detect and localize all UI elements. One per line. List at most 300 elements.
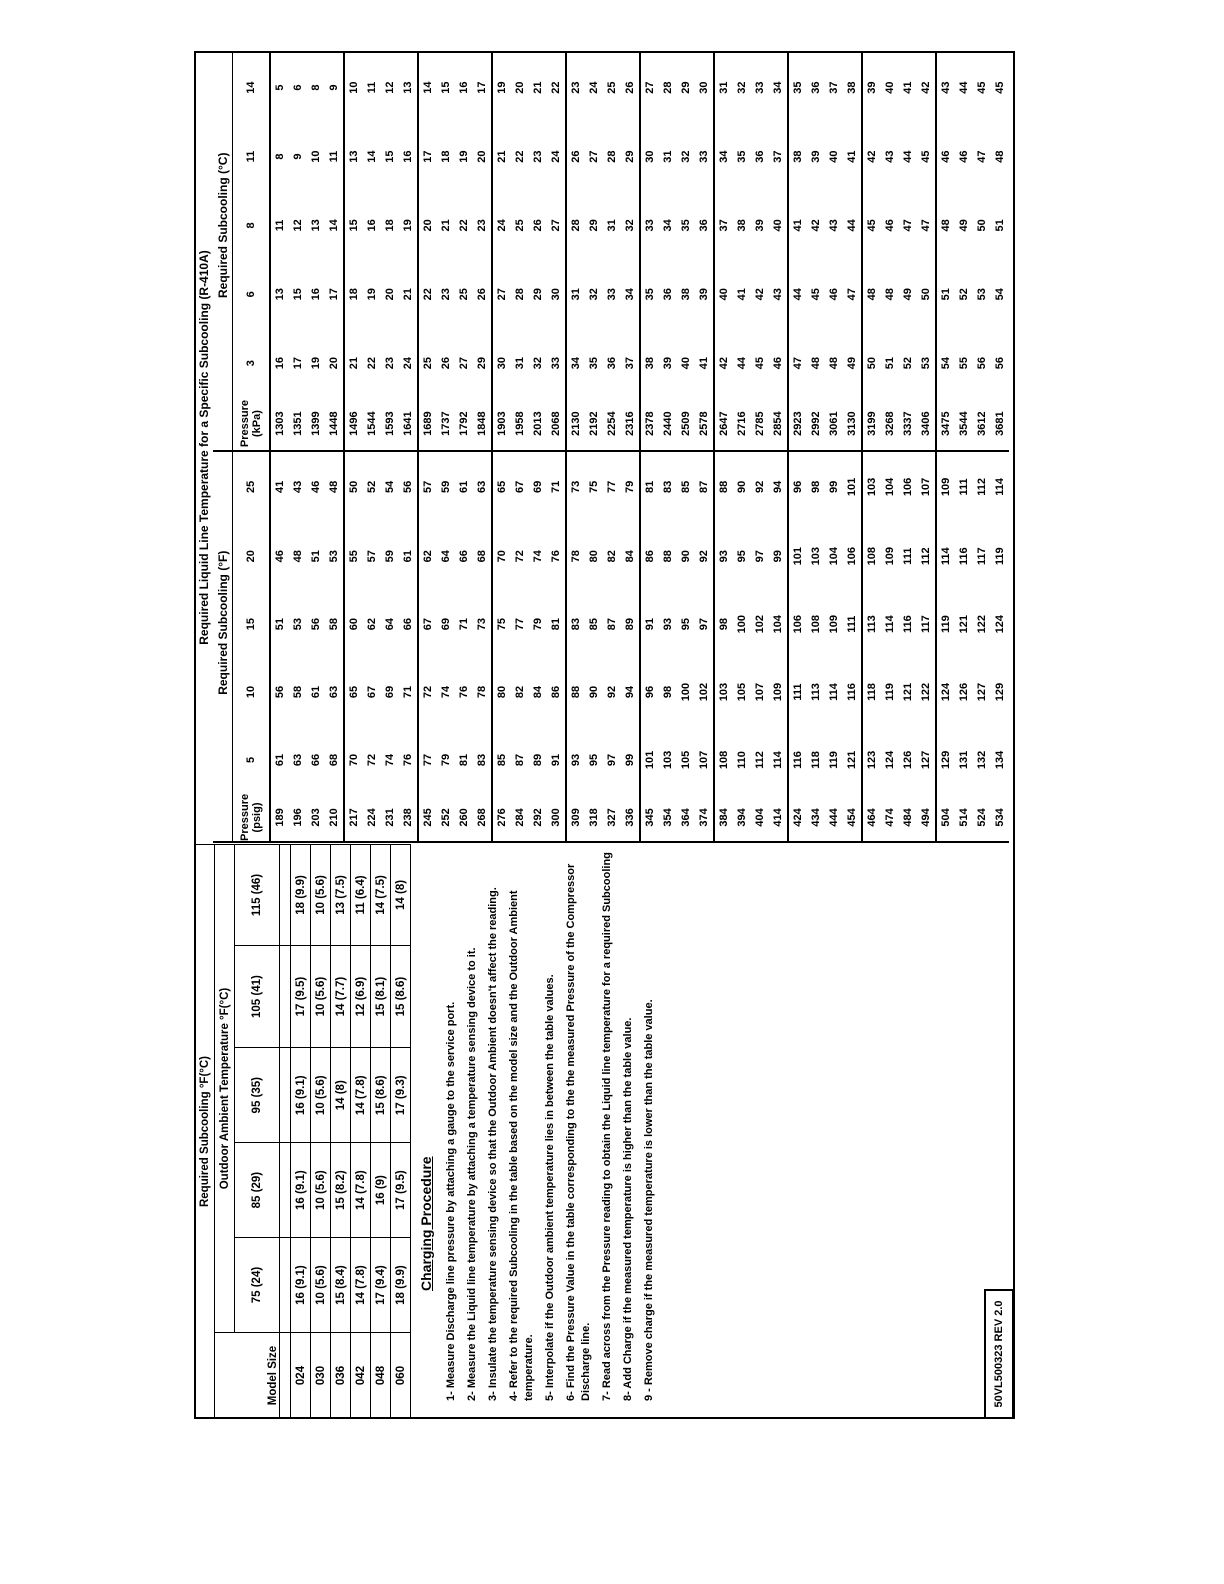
temperature-cell: 53 — [976, 288, 988, 301]
pressure-kpa-cell: 2440 — [662, 411, 674, 436]
temperature-cell: 45 — [976, 81, 988, 94]
subcooling-c-column: 14 — [233, 53, 271, 122]
pressure-kpa-cell: 2785 — [754, 411, 766, 436]
subcooling-cell: 16 (9.1) — [291, 1238, 311, 1333]
temperature-cell: 28 — [514, 288, 526, 301]
pressure-row — [881, 53, 899, 842]
pressure-row — [603, 53, 621, 842]
temperature-cell: 48 — [810, 357, 822, 370]
spacer-cell — [280, 1143, 291, 1238]
temperature-cell: 35 — [680, 219, 692, 232]
temperature-cell: 59 — [437, 451, 455, 523]
temperature-cell: 103 — [862, 451, 881, 523]
temperature-cell: 119 — [994, 547, 1006, 566]
temperature-cell: 45 — [810, 288, 822, 301]
temperature-cell: 88 — [566, 658, 585, 726]
temperature-cell: 104 — [881, 451, 899, 523]
rotated-content — [194, 51, 1015, 1419]
temperature-cell: 48 — [828, 357, 840, 370]
pressure-kpa-cell: 1303 — [270, 398, 289, 451]
temperature-cell: 16 — [270, 329, 289, 398]
temperature-cell: 124 — [936, 658, 955, 726]
pressure-psig-cell: 514 — [955, 794, 973, 842]
temperature-cell: 30 — [550, 288, 562, 301]
subcooling-cell: 14 (8) — [331, 1048, 351, 1143]
pressure-kpa-cell: 1593 — [384, 411, 396, 436]
temperature-cell: 98 — [714, 590, 733, 658]
pressure-kpa-cell: 1448 — [328, 411, 340, 436]
temperature-cell: 93 — [714, 522, 733, 590]
pressure-row — [621, 53, 640, 842]
pressure-psig-cell: 394 — [733, 794, 751, 842]
model-row — [351, 845, 371, 1419]
pressure-psig-cell: 327 — [603, 794, 621, 842]
temperature-cell: 38 — [846, 81, 858, 94]
temperature-cell: 8 — [270, 122, 289, 191]
pressure-row — [917, 53, 936, 842]
temperature-cell: 45 — [994, 81, 1006, 94]
temperature-cell: 41 — [270, 451, 289, 523]
pressure-psig-cell: 252 — [437, 794, 455, 842]
temperature-cell: 33 — [640, 191, 659, 260]
temperature-cell: 84 — [532, 685, 544, 699]
subcooling-f-column: 10 — [233, 658, 271, 726]
pressure-kpa-cell: 2923 — [788, 398, 807, 451]
temperature-cell: 82 — [514, 685, 526, 699]
pressure-row — [511, 53, 529, 842]
temperature-cell: 88 — [714, 451, 733, 523]
temperature-cell: 134 — [994, 750, 1006, 770]
temperature-cell: 30 — [698, 81, 710, 94]
procedure-step: 7- Read across from the Pressure reading to obtain the Liquid line temperature for a required Subcooling — [601, 852, 613, 1401]
temperature-cell: 23 — [476, 219, 488, 232]
temperature-cell: 19 — [310, 357, 322, 370]
temperature-cell: 55 — [344, 522, 363, 590]
temperature-cell: 109 — [936, 451, 955, 523]
temperature-cell: 108 — [714, 726, 733, 794]
temperature-cell: 51 — [270, 590, 289, 658]
temperature-cell: 37 — [828, 81, 840, 94]
temperature-cell: 127 — [976, 682, 988, 702]
temperature-cell: 44 — [958, 81, 970, 94]
temperature-cell: 116 — [902, 615, 914, 634]
temperature-cell: 13 — [402, 81, 414, 94]
temperature-cell: 39 — [862, 53, 881, 122]
temperature-cell: 20 — [384, 288, 396, 301]
pressure-row — [640, 53, 659, 842]
temperature-cell: 75 — [492, 590, 511, 658]
temperature-cell: 28 — [606, 150, 618, 163]
pressure-kpa-cell: 3199 — [862, 398, 881, 451]
procedure-step: 8- Add Charge if the measured temperature is higher than the table value. — [622, 1017, 634, 1401]
temperature-cell: 46 — [936, 122, 955, 191]
temperature-cell: 39 — [810, 150, 822, 163]
temperature-cell: 9 — [292, 153, 304, 160]
temperature-cell: 56 — [310, 618, 322, 631]
temperature-cell: 66 — [458, 550, 470, 563]
temperature-cell: 67 — [366, 685, 378, 699]
temperature-cell: 28 — [662, 81, 674, 94]
temperature-cell: 11 — [270, 191, 289, 260]
temperature-cell: 66 — [402, 618, 414, 631]
temperature-cell: 116 — [846, 683, 858, 701]
temperature-cell: 58 — [292, 685, 304, 699]
pressure-row — [473, 53, 492, 842]
temperature-cell: 122 — [976, 614, 988, 634]
subcooling-c-header: Required Subcooling (°C) — [215, 152, 230, 299]
temperature-cell: 43 — [828, 219, 840, 232]
temperature-cell: 69 — [440, 618, 452, 631]
pressure-row — [307, 53, 325, 842]
temperature-cell: 9 — [328, 84, 340, 91]
pressure-psig-cell: 494 — [917, 794, 936, 842]
temperature-cell: 109 — [772, 682, 784, 702]
temperature-cell: 106 — [846, 547, 858, 566]
model-row — [291, 845, 311, 1419]
temperature-cell: 124 — [994, 614, 1006, 634]
procedure-step: 2- Measure the Liquid line temperature by attaching a temperature sensing device to it. — [466, 947, 478, 1401]
temperature-cell: 101 — [843, 451, 862, 523]
temperature-cell: 18 — [344, 260, 363, 329]
pressure-row — [325, 53, 344, 842]
temperature-cell: 40 — [714, 260, 733, 329]
temperature-cell: 23 — [532, 150, 544, 163]
temperature-cell: 25 — [418, 329, 437, 398]
temperature-cell: 31 — [606, 219, 618, 232]
temperature-cell: 48 — [292, 550, 304, 563]
temperature-cell: 91 — [550, 753, 562, 767]
temperature-cell: 101 — [788, 522, 807, 590]
temperature-cell: 74 — [384, 753, 396, 767]
blank-cell — [213, 794, 233, 842]
temperature-cell: 81 — [458, 753, 470, 767]
pressure-row — [695, 53, 714, 842]
temperature-cell: 17 — [418, 122, 437, 191]
pressure-psig-cell: 260 — [455, 794, 473, 842]
subcooling-cell: 14 (8) — [391, 845, 411, 946]
temperature-cell: 69 — [529, 451, 547, 523]
temperature-cell: 56 — [976, 357, 988, 370]
temperature-cell: 45 — [862, 191, 881, 260]
temperature-cell: 19 — [458, 150, 470, 163]
temperature-cell: 70 — [492, 522, 511, 590]
temperature-cell: 42 — [714, 329, 733, 398]
pressure-row — [843, 53, 862, 842]
temperature-cell: 24 — [402, 357, 414, 370]
temperature-cell: 63 — [328, 685, 340, 699]
temperature-cell: 39 — [698, 288, 710, 301]
temperature-cell: 31 — [662, 150, 674, 163]
pressure-kpa-cell: 3061 — [828, 411, 840, 436]
pressure-row — [455, 53, 473, 842]
pressure-row — [733, 53, 751, 842]
subcooling-cell: 10 (5.6) — [311, 1048, 331, 1143]
ambient-column-header: 105 (41) — [235, 945, 280, 1047]
temperature-cell: 109 — [884, 547, 896, 566]
temperature-cell: 92 — [606, 685, 618, 699]
temperature-cell: 25 — [606, 81, 618, 94]
temperature-cell: 63 — [292, 753, 304, 767]
temperature-cell: 31 — [566, 260, 585, 329]
subcooling-by-model-table — [194, 844, 411, 1419]
temperature-cell: 92 — [751, 451, 769, 523]
temperature-cell: 56 — [399, 451, 418, 523]
liquid-table-title-row — [194, 53, 213, 842]
pressure-psig-cell: 454 — [843, 794, 862, 842]
outdoor-ambient-row — [215, 845, 235, 1419]
pressure-row — [788, 53, 807, 842]
pressure-psig-cell: 276 — [492, 794, 511, 842]
pressure-psig-cell: 345 — [640, 794, 659, 842]
temperature-cell: 52 — [363, 451, 381, 523]
temperature-cell: 40 — [772, 219, 784, 232]
temperature-cell: 34 — [566, 329, 585, 398]
pressure-kpa-cell: 1351 — [292, 411, 304, 436]
temperature-cell: 91 — [640, 590, 659, 658]
subcooling-cell: 15 (8.6) — [371, 1048, 391, 1143]
pressure-psig-cell: 292 — [529, 794, 547, 842]
temperature-cell: 69 — [384, 685, 396, 699]
temperature-cell: 38 — [640, 329, 659, 398]
temperature-cell: 111 — [788, 658, 807, 726]
temperature-cell: 105 — [680, 750, 692, 770]
temperature-cell: 108 — [862, 522, 881, 590]
temperature-cell: 43 — [884, 150, 896, 163]
pressure-kpa-cell: 2647 — [714, 398, 733, 451]
procedure-title: Charging Procedure — [418, 1156, 434, 1291]
pressure-row — [714, 53, 733, 842]
temperature-cell: 119 — [936, 590, 955, 658]
temperature-cell: 79 — [532, 618, 544, 631]
temperature-cell: 47 — [920, 219, 932, 232]
temperature-cell: 121 — [902, 682, 914, 702]
pressure-psig-cell: 224 — [363, 794, 381, 842]
temperature-cell: 71 — [402, 685, 414, 699]
model-size-cell: 024 — [291, 1333, 311, 1419]
temperature-cell: 19 — [402, 219, 414, 232]
temperature-cell: 10 — [310, 150, 322, 163]
temperature-cell: 104 — [828, 547, 840, 566]
temperature-cell: 94 — [624, 685, 636, 699]
charging-chart-sheet — [194, 51, 1015, 1419]
temperature-cell: 80 — [588, 550, 600, 563]
temperature-cell: 80 — [492, 658, 511, 726]
temperature-cell: 113 — [810, 683, 822, 701]
temperature-cell: 83 — [476, 753, 488, 767]
temperature-cell: 43 — [936, 53, 955, 122]
temperature-cell: 53 — [328, 550, 340, 563]
temperature-cell: 118 — [810, 751, 822, 769]
temperature-cell: 24 — [492, 191, 511, 260]
subcooling-cell: 17 (9.5) — [291, 945, 311, 1047]
temperature-cell: 92 — [698, 550, 710, 563]
procedure-step: 1- Measure Discharge line pressure by attaching a gauge to the service port. — [445, 1001, 457, 1401]
temperature-cell: 90 — [588, 685, 600, 699]
temperature-cell: 74 — [440, 685, 452, 699]
pressure-kpa-cell: 3475 — [936, 398, 955, 451]
pressure-kpa-cell: 2013 — [532, 411, 544, 436]
temperature-cell: 111 — [902, 547, 914, 565]
temperature-cell: 86 — [640, 522, 659, 590]
pressure-psig-cell: 354 — [659, 794, 677, 842]
temperature-cell: 50 — [862, 329, 881, 398]
pressure-row — [344, 53, 363, 842]
temperature-cell: 61 — [402, 550, 414, 563]
temperature-cell: 126 — [958, 682, 970, 702]
model-size-cell: 048 — [371, 1333, 391, 1419]
temperature-cell: 29 — [532, 288, 544, 301]
pressure-psig-cell: 444 — [825, 794, 843, 842]
temperature-cell: 23 — [566, 53, 585, 122]
charging-procedure — [418, 841, 663, 1401]
subcooling-cell: 14 (7.5) — [371, 845, 391, 946]
temperature-cell: 49 — [846, 357, 858, 370]
procedure-step: 5- Interpolate if the Outdoor ambient temperature lies in between the table values. — [544, 974, 556, 1401]
pressure-psig-cell: 534 — [991, 794, 1009, 842]
temperature-cell: 104 — [772, 614, 784, 634]
temperature-cell: 88 — [662, 550, 674, 563]
temperature-cell: 100 — [736, 614, 748, 634]
spacer-row — [280, 845, 291, 1419]
pressure-psig-cell: 474 — [881, 794, 899, 842]
revision-label: 50VL500323 REV 2.0 — [984, 1289, 1014, 1419]
temperature-cell: 114 — [772, 751, 784, 769]
temperature-cell: 121 — [958, 614, 970, 634]
temperature-cell: 126 — [902, 750, 914, 770]
temperature-cell: 118 — [862, 658, 881, 726]
pressure-psig-cell: 231 — [381, 794, 399, 842]
temperature-cell: 72 — [366, 753, 378, 767]
temperature-cell: 41 — [846, 150, 858, 163]
temperature-cell: 108 — [810, 614, 822, 634]
temperature-cell: 67 — [511, 451, 529, 523]
temperature-cell: 47 — [788, 329, 807, 398]
temperature-cell: 93 — [662, 618, 674, 631]
temperature-cell: 81 — [640, 451, 659, 523]
temperature-cell: 34 — [772, 81, 784, 94]
temperature-cell: 63 — [473, 451, 492, 523]
temperature-cell: 27 — [640, 53, 659, 122]
temperature-cell: 72 — [514, 550, 526, 563]
temperature-cell: 51 — [994, 219, 1006, 232]
temperature-cell: 127 — [920, 750, 932, 770]
outdoor-ambient-header: Outdoor Ambient Temperature °F(°C) — [215, 845, 235, 1333]
temperature-cell: 51 — [936, 260, 955, 329]
procedure-step: 9 - Remove charge if the measured temperature is lower than the table value. — [643, 999, 655, 1401]
temperature-cell: 17 — [292, 357, 304, 370]
pressure-kpa-cell: 2068 — [550, 411, 562, 436]
spacer-cell — [280, 945, 291, 1047]
procedure-step: 3- Insulate the temperature sensing device so that the Outdoor Ambient doesn't affect the reading. — [487, 887, 499, 1401]
temperature-cell: 15 — [292, 288, 304, 301]
temperature-cell: 40 — [884, 81, 896, 94]
temperature-cell: 36 — [606, 357, 618, 370]
temperature-cell: 12 — [384, 81, 396, 94]
temperature-cell: 26 — [440, 357, 452, 370]
model-size-cell: 042 — [351, 1333, 371, 1419]
temperature-cell: 124 — [884, 750, 896, 770]
temperature-cell: 25 — [458, 288, 470, 301]
ambient-column-header: 115 (46) — [235, 845, 280, 946]
temperature-cell: 24 — [588, 81, 600, 94]
temperature-cell: 65 — [344, 658, 363, 726]
temperature-cell: 16 — [402, 150, 414, 163]
temperature-cell: 116 — [788, 726, 807, 794]
temperature-cell: 12 — [292, 219, 304, 232]
temperature-cell: 31 — [514, 357, 526, 370]
pressure-kpa-cell: 2854 — [772, 411, 784, 436]
pressure-row — [862, 53, 881, 842]
subcooling-cell: 16 (9.1) — [291, 1143, 311, 1238]
temperature-cell: 119 — [884, 683, 896, 701]
procedure-step: 6- Find the Pressure Value in the table corresponding to the the measured Pressure of the Compressor Discharge line. — [565, 863, 592, 1401]
temperature-cell: 36 — [754, 150, 766, 163]
pressure-kpa-cell: 3612 — [976, 411, 988, 436]
temperature-cell: 35 — [736, 150, 748, 163]
temperature-cell: 43 — [289, 451, 307, 523]
temperature-cell: 27 — [550, 219, 562, 232]
temperature-cell: 46 — [772, 357, 784, 370]
temperature-cell: 114 — [936, 522, 955, 590]
temperature-cell: 98 — [807, 451, 825, 523]
temperature-cell: 21 — [532, 81, 544, 94]
temperature-cell: 20 — [418, 191, 437, 260]
temperature-cell: 77 — [603, 451, 621, 523]
temperature-cell: 99 — [772, 550, 784, 563]
pressure-kpa-cell: 2716 — [736, 411, 748, 436]
pressure-psig-cell: 524 — [973, 794, 991, 842]
temperature-cell: 61 — [270, 726, 289, 794]
pressure-psig-cell: 300 — [547, 794, 566, 842]
temperature-cell: 38 — [680, 288, 692, 301]
pressure-kpa-header: Pressure (kPa) — [233, 398, 271, 451]
temperature-cell: 53 — [292, 618, 304, 631]
temperature-cell: 36 — [810, 81, 822, 94]
temperature-cell: 38 — [788, 122, 807, 191]
spacer-cell — [280, 845, 291, 946]
temperature-cell: 72 — [418, 658, 437, 726]
pressure-psig-cell: 384 — [714, 794, 733, 842]
temperature-cell: 24 — [550, 150, 562, 163]
temperature-cell: 71 — [547, 451, 566, 523]
temperature-cell: 99 — [825, 451, 843, 523]
temperature-cell: 44 — [736, 357, 748, 370]
temperature-cell: 23 — [384, 357, 396, 370]
subcooling-f-column: 5 — [233, 726, 271, 794]
temperature-cell: 79 — [621, 451, 640, 523]
column-headers-row — [233, 53, 271, 842]
temperature-cell: 25 — [514, 219, 526, 232]
temperature-cell: 61 — [455, 451, 473, 523]
temperature-cell: 102 — [754, 614, 766, 634]
temperature-cell: 27 — [458, 357, 470, 370]
subcooling-cell: 18 (9.9) — [391, 1238, 411, 1333]
pressure-psig-cell: 203 — [307, 794, 325, 842]
temperature-cell: 48 — [936, 191, 955, 260]
temperature-cell: 94 — [769, 451, 788, 523]
temperature-cell: 59 — [384, 550, 396, 563]
temperature-cell: 83 — [566, 590, 585, 658]
temperature-cell: 15 — [384, 150, 396, 163]
temperature-cell: 109 — [828, 614, 840, 634]
subcooling-cell: 18 (9.9) — [291, 845, 311, 946]
subcooling-f-column: 20 — [233, 522, 271, 590]
temperature-cell: 119 — [828, 751, 840, 769]
temperature-cell: 106 — [899, 451, 917, 523]
temperature-cell: 40 — [828, 150, 840, 163]
temperature-cell: 29 — [476, 357, 488, 370]
temperature-cell: 44 — [902, 150, 914, 163]
